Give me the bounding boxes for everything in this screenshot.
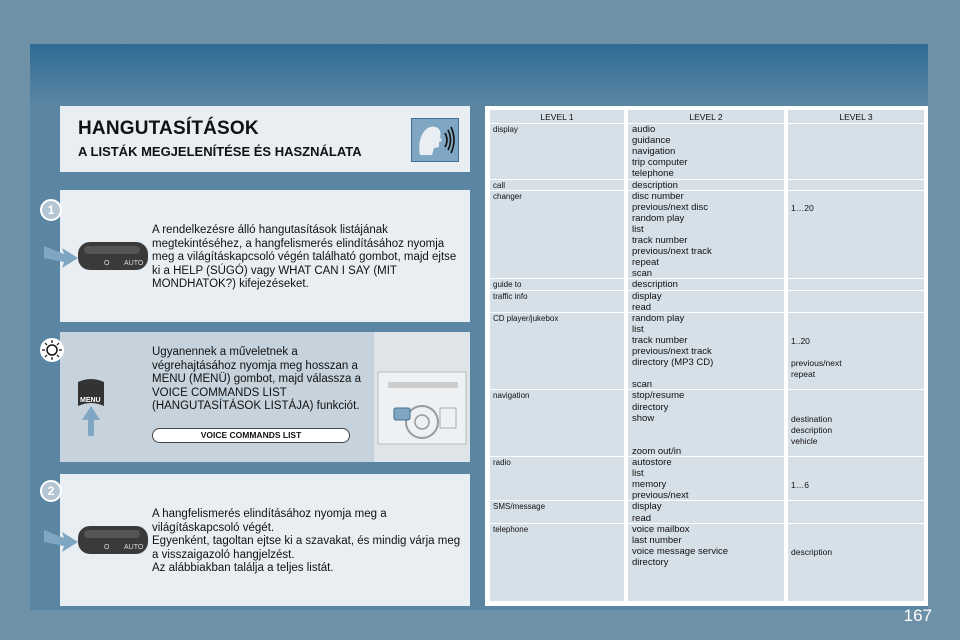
table-column-level-3	[788, 110, 924, 601]
table-cell-level-2: previous/next track	[632, 346, 712, 357]
table-cell-level-2: navigation	[632, 146, 676, 158]
table-cell-level-2: trip computer	[632, 157, 688, 169]
table-cell-level-2: read	[632, 301, 652, 313]
table-cell-level-1: call	[493, 180, 506, 190]
table-cell-level-1: traffic info	[493, 291, 528, 301]
page-number: 167	[903, 606, 932, 625]
table-cell-level-2: scan	[632, 379, 653, 391]
table-header-level-3: LEVEL 3	[839, 112, 873, 122]
table-cell-level-2: scan	[632, 268, 653, 280]
table-cell-level-3: 1…20	[791, 202, 814, 213]
table-cell-level-2: read	[632, 512, 652, 524]
table-cell-level-2: list	[632, 223, 644, 235]
table-cell-level-1: telephone	[493, 524, 529, 534]
step-2-badge: 2	[40, 480, 62, 502]
table-cell-level-1: changer	[493, 191, 522, 201]
light-stalk-image-2	[42, 512, 152, 577]
radio-unit-image	[374, 332, 470, 462]
table-cell-level-2: audio	[632, 124, 656, 135]
voice-commands-list-pill: VOICE COMMANDS LIST	[152, 428, 350, 443]
table-row	[490, 179, 924, 180]
menu-label: MENU	[80, 397, 101, 404]
table-cell-level-3: 1..20	[791, 335, 810, 346]
table-cell-level-2: random play	[632, 212, 685, 224]
table-cell-level-2: memory	[632, 479, 667, 491]
table-cell-level-2: show	[632, 412, 655, 424]
table-cell-level-2: track number	[632, 235, 688, 246]
table-cell-level-3: description	[791, 546, 833, 557]
step-1-text: A rendelkezésre álló hangutasítások listájának megtekintéséhez, a hangfelismerés elindításához nyomja meg a világításkapcsoló végén található gombot, majd ejtse ki a HELP (SÚGÓ) vagy WHAT CAN I SAY (MIT MONDHATOK?) kifejezéseket.	[152, 224, 457, 290]
table-cell-level-1: CD player/jukebox	[493, 313, 559, 323]
step-2-text: A hangfelismerés elindításához nyomja meg a világításkapcsoló végét. Egyenként, tagoltan ejtse ki a szavakat, és mindig várja meg a visszaigazoló hangjelzést. Az alábbiakban találja a teljes listát.	[152, 508, 461, 574]
step-1-badge: 1	[40, 199, 62, 221]
svg-text:AUTO: AUTO	[124, 260, 144, 267]
table-row	[490, 389, 924, 390]
menu-step-text: Ugyanennek a műveletnek a végrehajtásához nyomja meg hosszan a MENU (MENÜ) gombot, majd válassza a VOICE COMMANDS LIST (HANGUTASÍTÁSOK LISTÁJA) funkciót.	[152, 346, 361, 412]
svg-text:AUTO: AUTO	[124, 544, 144, 551]
svg-text:O: O	[104, 544, 110, 551]
table-row	[490, 190, 924, 191]
table-cell-level-2: directory (MP3 CD)	[632, 357, 714, 369]
table-cell-level-2: list	[632, 323, 644, 335]
table-cell-level-2: track number	[632, 334, 688, 346]
table-row	[490, 312, 924, 313]
table-row	[490, 290, 924, 291]
light-icon	[40, 338, 64, 362]
svg-text:O: O	[104, 260, 110, 267]
table-cell-level-2: zoom out/in	[632, 445, 682, 457]
table-cell-level-1: SMS/message	[493, 502, 546, 512]
page-title: HANGUTASÍTÁSOK	[78, 118, 259, 139]
table-row	[490, 123, 924, 124]
table-cell-level-1: radio	[493, 458, 511, 467]
table-cell-level-2: voice message service	[632, 545, 729, 557]
table-cell-level-2: list	[632, 468, 644, 480]
table-cell-level-2: repeat	[632, 257, 659, 269]
table-cell-level-2: directory	[632, 556, 669, 568]
table-row	[490, 500, 924, 501]
table-header-level-2: LEVEL 2	[689, 112, 723, 122]
table-cell-level-2: telephone	[632, 168, 674, 180]
table-cell-level-3: 1…6	[791, 480, 809, 491]
table-cell-level-3: destination	[791, 413, 833, 424]
table-cell-level-1: guide to	[493, 280, 522, 290]
table-header-level-1: LEVEL 1	[540, 112, 574, 122]
table-row	[490, 278, 924, 279]
light-stalk-image	[42, 228, 152, 293]
table-cell-level-2: disc number	[632, 190, 684, 202]
table-cell-level-2: display	[632, 290, 662, 302]
table-cell-level-3: description	[791, 424, 833, 435]
table-cell-level-1: display	[493, 125, 518, 134]
table-cell-level-2: previous/next disc	[632, 201, 709, 213]
table-cell-level-2: random play	[632, 312, 685, 324]
page-subtitle: A LISTÁK MEGJELENÍTÉSE ÉS HASZNÁLATA	[78, 144, 362, 159]
table-row	[490, 523, 924, 524]
table-cell-level-3: vehicle	[791, 435, 818, 446]
table-row	[490, 456, 924, 457]
table-cell-level-2: description	[632, 179, 678, 191]
table-cell-level-2: guidance	[632, 135, 671, 147]
table-cell-level-2: voice mailbox	[632, 523, 690, 535]
table-cell-level-2: last number	[632, 534, 682, 546]
table-cell-level-2: description	[632, 279, 678, 291]
table-cell-level-2: previous/next track	[632, 246, 712, 258]
table-cell-level-2: autostore	[632, 457, 672, 468]
voice-command-icon	[411, 118, 459, 162]
table-cell-level-3: repeat	[791, 369, 816, 380]
header-band	[30, 44, 928, 106]
table-cell-level-2: display	[632, 501, 662, 513]
table-cell-level-2: previous/next	[632, 490, 689, 502]
table-cell-level-3: previous/next	[791, 358, 842, 369]
table-cell-level-2: directory	[632, 401, 669, 413]
table-cell-level-1: navigation	[493, 391, 530, 401]
table-cell-level-2: stop/resume	[632, 390, 685, 402]
